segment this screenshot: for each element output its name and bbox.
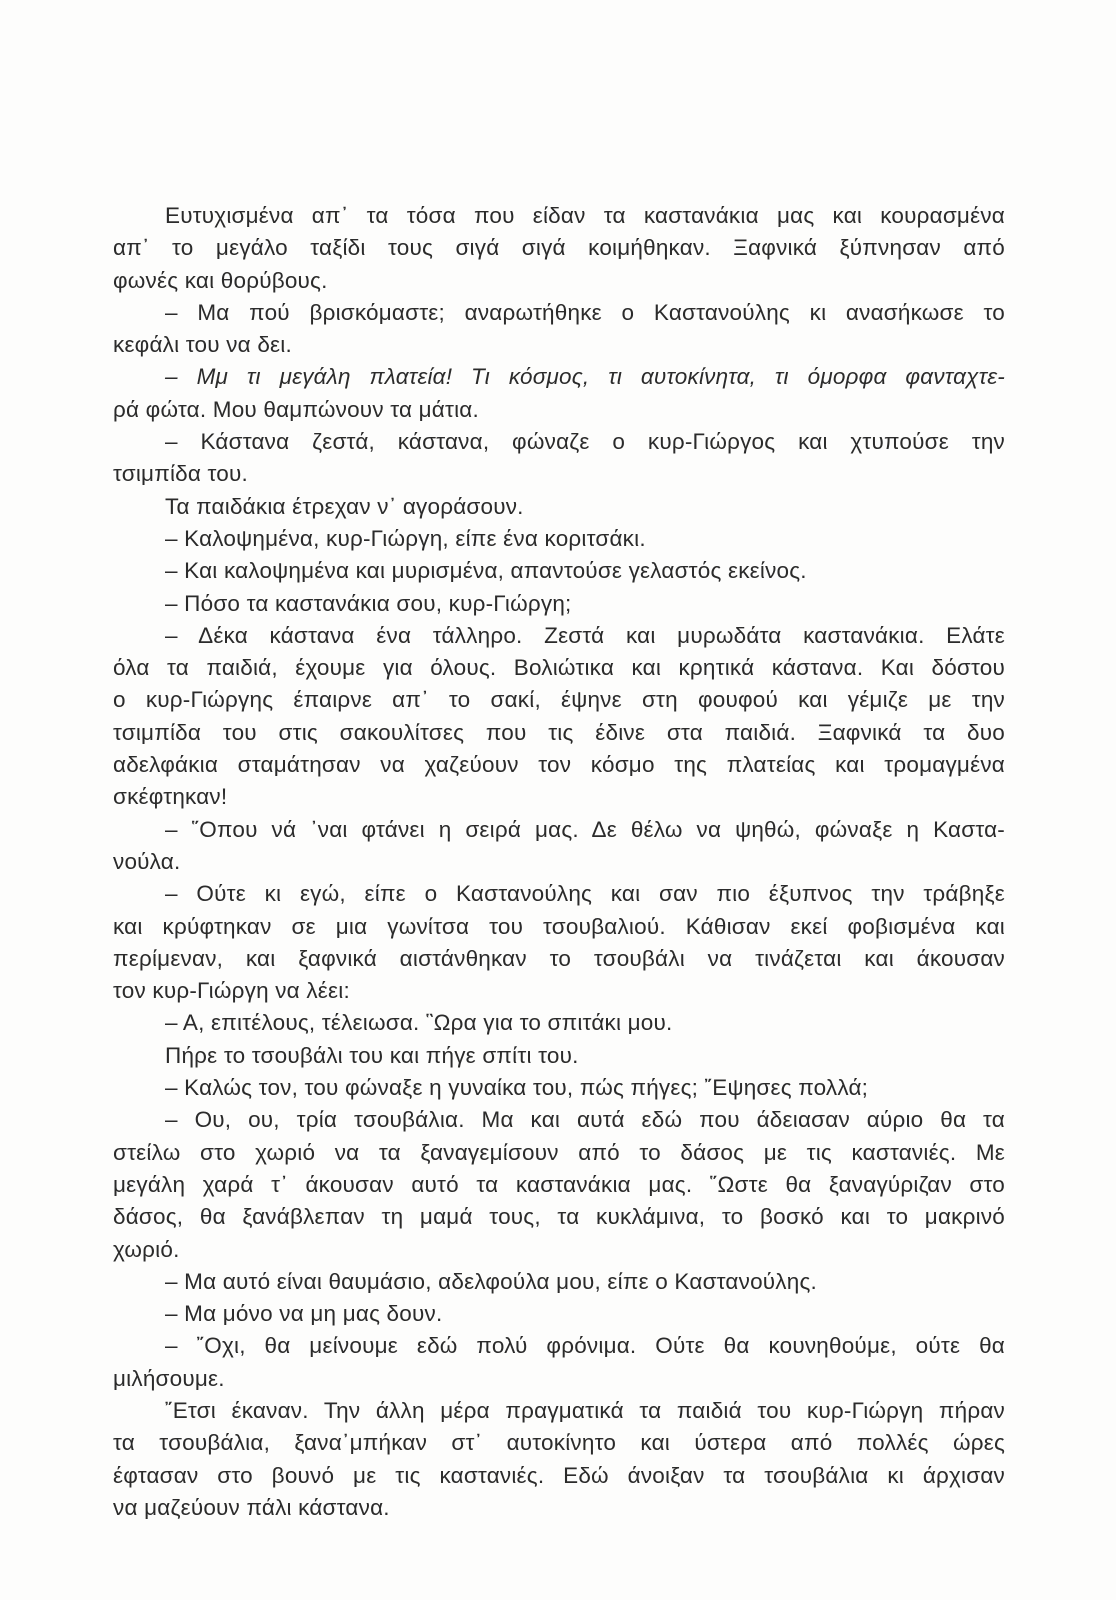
text-line: – Μμ τι μεγάλη πλατεία! Τι κόσμος, τι αυτοκίνητα, τι όμορφα φανταχτε- bbox=[165, 364, 1005, 390]
text-line: αδελφάκια σταμάτησαν να χαζεύουν τον κόσμο της πλατείας και τρομαγμένα bbox=[113, 752, 1005, 778]
text-line: νούλα. bbox=[113, 848, 181, 874]
text-line: Τα παιδάκια έτρεχαν ν᾽ αγοράσουν. bbox=[165, 493, 524, 519]
text-line: – Δέκα κάστανα ένα τάλληρο. Ζεστά και μυρωδάτα καστανάκια. Ελάτε bbox=[165, 622, 1005, 648]
text-line: να μαζεύουν πάλι κάστανα. bbox=[113, 1494, 390, 1520]
text-line: – Ου, ου, τρία τσουβάλια. Μα και αυτά εδώ που άδειασαν αύριο θα τα bbox=[165, 1107, 1005, 1133]
text-line: περίμεναν, και ξαφνικά αιστάνθηκαν το τσουβάλι να τινάζεται και άκουσαν bbox=[113, 945, 1005, 971]
text-line: Πήρε το τσουβάλι του και πήγε σπίτι του. bbox=[165, 1042, 579, 1068]
text-line: – Α, επιτέλους, τέλειωσα. ῝Ωρα για το σπιτάκι μου. bbox=[165, 1010, 673, 1036]
text-line: ῎Ετσι έκαναν. Την άλλη μέρα πραγματικά τα παιδιά του κυρ-Γιώργη πήραν bbox=[165, 1397, 1005, 1423]
text-line: – Κάστανα ζεστά, κάστανα, φώναζε ο κυρ-Γιώργος και χτυπούσε την bbox=[165, 429, 1005, 455]
text-line: – ῎Οχι, θα μείνουμε εδώ πολύ φρόνιμα. Ούτε θα κουνηθούμε, ούτε θα bbox=[165, 1333, 1005, 1359]
text-line: τα τσουβάλια, ξανα᾽μπήκαν στ᾽ αυτοκίνητο και ύστερα από πολλές ώρες bbox=[113, 1430, 1005, 1456]
text-line: – Ούτε κι εγώ, είπε ο Καστανούλης και σαν πιο έξυπνος την τράβηξε bbox=[165, 881, 1005, 907]
text-line: δάσος, θα ξανάβλεπαν τη μαμά τους, τα κυκλάμινα, το βοσκό και το μακρινό bbox=[113, 1204, 1005, 1230]
text-line: και κρύφτηκαν σε μια γωνίτσα του τσουβαλιού. Κάθισαν εκεί φοβισμένα και bbox=[113, 913, 1005, 939]
text-line: μιλήσουμε. bbox=[113, 1365, 225, 1391]
text-line: στείλω στο χωριό να τα ξαναγεμίσουν από το δάσος με τις καστανιές. Με bbox=[113, 1139, 1005, 1165]
text-line: – Μα πού βρισκόμαστε; αναρωτήθηκε ο Καστανούλης κι ανασήκωσε το bbox=[165, 299, 1005, 325]
text-line: χωριό. bbox=[113, 1236, 180, 1262]
text-line: – Πόσο τα καστανάκια σου, κυρ-Γιώργη; bbox=[165, 590, 572, 616]
text-line: τσιμπίδα του. bbox=[113, 461, 248, 487]
text-line: φωνές και θορύβους. bbox=[113, 267, 328, 293]
text-line: όλα τα παιδιά, έχουμε για όλους. Βολιώτικα και κρητικά κάστανα. Και δόστου bbox=[113, 655, 1005, 681]
text-line: μεγάλη χαρά τ᾽ άκουσαν αυτό τα καστανάκια μας. ῞Ωστε θα ξαναγύριζαν στο bbox=[113, 1171, 1005, 1197]
text-line: ο κυρ-Γιώργης έπαιρνε απ᾽ το σακί, έψηνε στη φουφού και γέμιζε με την bbox=[113, 687, 1005, 713]
story-text bbox=[113, 200, 1005, 1524]
text-line: τον κυρ-Γιώργη να λέει: bbox=[113, 978, 350, 1004]
text-line: ρά φώτα. Μου θαμπώνουν τα μάτια. bbox=[113, 396, 479, 422]
text-line: κεφάλι του να δει. bbox=[113, 332, 292, 358]
text-line: – Μα αυτό είναι θαυμάσιο, αδελφούλα μου, είπε ο Καστανούλης. bbox=[165, 1268, 817, 1294]
text-line: – Καλώς τον, του φώναξε η γυναίκα του, πώς πήγες; ῎Εψησες πολλά; bbox=[165, 1075, 869, 1101]
text-line: – ῞Οπου νά ᾽ναι φτάνει η σειρά μας. Δε θέλω να ψηθώ, φώναξε η Καστα- bbox=[165, 816, 1005, 842]
text-line: τσιμπίδα του στις σακουλίτσες που τις έδινε στα παιδιά. Ξαφνικά τα δυο bbox=[113, 719, 1005, 745]
text-line: απ᾽ το μεγάλο ταξίδι τους σιγά σιγά κοιμήθηκαν. Ξαφνικά ξύπνησαν από bbox=[113, 235, 1005, 261]
text-line: – Καλοψημένα, κυρ-Γιώργη, είπε ένα κοριτσάκι. bbox=[165, 525, 646, 551]
text-line: Ευτυχισμένα απ᾽ τα τόσα που είδαν τα καστανάκια μας και κουρασμένα bbox=[165, 203, 1005, 228]
text-line: – Και καλοψημένα και μυρισμένα, απαντούσε γελαστός εκείνος. bbox=[165, 558, 807, 584]
text-line: έφτασαν στο βουνό με τις καστανιές. Εδώ άνοιξαν τα τσουβάλια κι άρχισαν bbox=[113, 1462, 1005, 1488]
text-line: σκέφτηκαν! bbox=[113, 784, 228, 810]
text-line: – Μα μόνο να μη μας δουν. bbox=[165, 1301, 443, 1327]
